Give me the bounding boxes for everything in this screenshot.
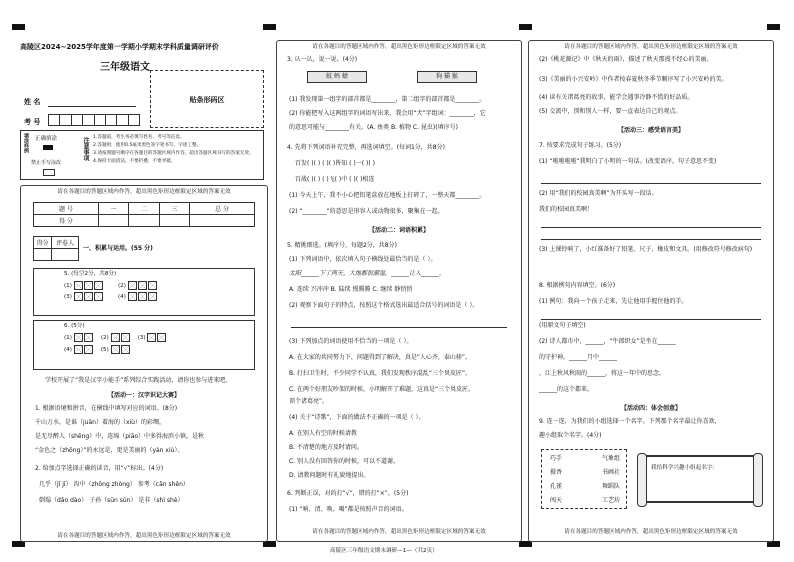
notice-item: 3.请按照题号顺序在各题目的答题区域内作答，超出答题区域书写的答案无效。 [93, 151, 254, 156]
question-line: “金色之（zhōng）”的永远是，更是美丽的（yàn xiù）。 [35, 447, 184, 454]
activity-1-title: 【活动一：汉字识记大赛】 [107, 392, 180, 399]
q5-row: (1) (2) [64, 281, 158, 292]
question-line: 顶个诸葛亮”。 [289, 398, 329, 405]
question-line: 4. 先将下列词语补充完整，再选词填空。(每词1分，共8分) [287, 144, 445, 151]
group-option[interactable]: 舞蹈队 [601, 483, 620, 490]
question-line: 几乎（jǐ jī） 沟中（zhōng zhòng） 参考（cān shēn） [39, 481, 189, 488]
scroll-icon [637, 453, 647, 507]
question-line: D. 请教问题时有礼貌地提出。 [289, 472, 370, 479]
name-option[interactable]: 摄香 [550, 469, 563, 476]
question-line: 1. 根据语境和拼音，在横线中填写对应的词语。(8分) [35, 405, 178, 412]
question-line: (2) 诗人都市中，______，“牛郎织女”是坐在______ [539, 338, 676, 345]
q5-label: 5. (每空2分，共8分) [64, 271, 117, 277]
answer-column-3 [528, 40, 774, 542]
question-line: (2) 用“我们的校园真美啊”为开头写一段话。 [539, 190, 658, 197]
question-line: 9. 连一连，为我们的小组选择一个名字。下列那个名字最让你喜欢， [539, 418, 721, 425]
col1-intro: 学校开展了“我是汉字小能手”系列综合实践活动，请你也参与进来吧。 [45, 377, 232, 384]
q6-label: 6. (5分) [64, 323, 85, 329]
question-line: C. 别人没有回答你的时候，可以不道谢。 [289, 458, 400, 465]
question-line: 3. 认一认，说一说。(4分) [287, 56, 358, 63]
score-table [33, 202, 255, 227]
page-footer: 高陵区三年级语文期末调研—1—（共2页） [330, 548, 438, 554]
registration-mark [519, 24, 532, 30]
score-header: 一 [98, 203, 128, 215]
score-header: 总 分 [190, 203, 255, 215]
fill-correct-sample [43, 145, 53, 150]
q6-row: (1) (2) (3) [64, 332, 167, 344]
question-line: 倒塌（dǎo dào） 子孙（sūn sùn） 是非（shì shè） [39, 497, 184, 504]
name-list-right [602, 452, 620, 508]
name-option[interactable]: 孔雀 [550, 483, 563, 490]
answer-warning: 请在各题目的答题区域内作答，超出黑色矩形边框限定区域的答案无效 [57, 189, 231, 195]
scorer-header: 得分 [34, 237, 52, 249]
question-line: (4) 关于“诗歌”，下面的做法不正确的一项是（ ）。 [289, 414, 425, 421]
question-line: (1) 今天上午，我不小心把铅笔盒放在地板上打碎了，一整天都________。 [289, 192, 486, 199]
word-card-right: 狗 猫 猴 [417, 71, 477, 83]
question-line: (3) 下列加点的词语使用不恰当的一项是（ ）。 [289, 338, 413, 345]
scorer-header: 评卷人 [52, 237, 79, 249]
barcode-area [150, 70, 264, 128]
q6-row: (4) (5) [64, 344, 167, 356]
id-label: 考 号 [24, 118, 41, 126]
question-line: (1) “啦啦啦啦”我明白了小明的一句话。(改变语序，句子意思不变) [539, 158, 717, 165]
q5-grid [64, 281, 158, 303]
question-line: (4) 读有关诸葛亮的故事，能学会遇事冷静不慌的好品质。 [539, 94, 694, 101]
answer-line[interactable] [541, 227, 761, 228]
scorer-cell[interactable] [52, 249, 79, 261]
question-line: 7. 按要求完成句子练习。(5分) [539, 142, 622, 149]
notice-item: 4.保持卡面清洁，不要折叠、不要弄破。 [93, 159, 176, 164]
question-line: (1) 我发现第一组字的部首都是________，第二组字的部首都是________。 [289, 96, 486, 103]
question-line: 2. 给加点字选择正确的读音，用“√”标出。(4分) [35, 465, 164, 472]
answer-warning: 请在各题目的答题区域内作答，超出黑色矩形边框限定区域的答案无效 [57, 533, 231, 539]
question-line: 8. 根据例句内容填空。(6分) [539, 282, 616, 289]
q6-answer-box [33, 320, 255, 370]
question-line: (2) 观察下面句子的特点，按照这个格式选出最适合括号的词语是（ ）。 [289, 302, 479, 309]
question-line: ______的这个都来。 [539, 386, 594, 393]
question-line: (1) “响、清、唤、喝”都是按照声音的词语。 [289, 506, 408, 513]
notice-list [93, 134, 263, 166]
score-cell[interactable] [129, 215, 159, 227]
answer-warning: 请在各题目的答题区域内作答，超出黑色矩形边框限定区域的答案无效 [564, 44, 738, 50]
question-line: (2) “________”的意思是形容人或动物很多，聚集在一起。 [289, 208, 444, 215]
question-line: B. 不清楚的地方及时请问。 [289, 444, 363, 451]
name-matching-area [541, 449, 627, 509]
blank-line [291, 327, 507, 328]
question-line: (3)《美丽的小兴安岭》中作者按春夏秋冬季节顺序写了小兴安岭的美。 [539, 76, 728, 83]
question-line: (2)《桃花源记》中《秋天的雨》，描述了秋天那漫不经心的美丽。 [539, 56, 713, 63]
score-cell[interactable] [190, 215, 255, 227]
question-line: (3) 上课铃响了，小红准备好了铅笔、尺子、橡皮和文具。(用修改符号修改病句) [539, 246, 753, 253]
name-list-left [550, 452, 562, 508]
group-option[interactable]: 工艺坊 [601, 497, 620, 504]
q6-grid [64, 332, 167, 356]
answer-warning: 请在各题目的答题区域内作答，超出黑色矩形边框限定区域的答案无效 [564, 529, 738, 535]
question-line: ，江上秋风秋雨的______，将这一年中的思念， [539, 370, 666, 377]
scroll-answer-box[interactable] [641, 455, 759, 503]
name-option[interactable]: 闯天 [550, 497, 563, 504]
question-line: 是无尽醉人（shēng）中，连绵（piāo）中多得海滨小镇，是秋 [35, 433, 205, 440]
notice-item: 1.答题前，考生务必填写姓名、考号等信息。 [93, 135, 185, 140]
question-line: (2) 你能把写入这两组字的词语写出来，我会用“犬”字组词：________，它 [289, 110, 486, 117]
q5-answer-box [33, 268, 255, 316]
fill-sample-label: 填涂样例 [23, 133, 29, 153]
part1-title: 一、积累与运用。(55 分) [83, 245, 153, 252]
score-header: 二 [129, 203, 159, 215]
name-field[interactable] [48, 106, 136, 107]
exam-title: 高陵区2024~2025学年度第一学期小学期末学科质量调研评价 [20, 43, 219, 51]
answer-column-2 [276, 40, 522, 542]
name-label: 姓 名 [24, 98, 41, 106]
answer-column-1 [20, 185, 268, 542]
answer-line[interactable] [541, 239, 761, 240]
scorer-cell[interactable] [34, 249, 52, 261]
question-line: 千山万水，是谁（juān）着海的（xiù）的彩绸， [35, 419, 165, 426]
group-option[interactable]: 书画社 [601, 469, 620, 476]
question-line: 6. 判断正误，对的打“√”，错的打“×”。(5分) [287, 490, 409, 497]
forbid-sample [43, 169, 55, 176]
activity-4-title: 【活动四：体会创意】 [620, 405, 681, 412]
question-line: (5) 交流中，别和别人一样，要一直表达自己的观点。 [539, 108, 682, 115]
question-line: A. 在别人有空的时候请教 [289, 430, 357, 437]
question-line: 的意思可能与________有关。(A. 鱼类 B. 植物 C. 昆虫)(填序号) [289, 124, 458, 131]
notice-title: 注意事项 [82, 137, 89, 161]
id-field[interactable] [48, 114, 140, 126]
question-line: 百发( )( ) ( )( )皆知 ( )一( )( ) [295, 160, 375, 167]
question-line: (1) 下列词语中，依次填入句子横线处最恰当的是（ ）。 [289, 256, 437, 263]
question-line: (1) 例句：我向一个孩子走来，先让他用手握住他的手。 [539, 298, 688, 305]
registration-mark [12, 24, 25, 30]
question-line: C. 在两个好朋友吵架的时候，小明解开了难题，这真是“三个臭皮匠， [289, 386, 475, 393]
question-line: 太阳______下了两天，大地都很潮湿，______让人______。 [289, 270, 446, 277]
forbid-label: 禁止手写涂改 [31, 160, 62, 166]
fill-instructions [20, 130, 264, 180]
question-line: 百战( )( ) ( )飞( )中 ( )( )相连 [295, 176, 375, 183]
registration-mark [263, 24, 276, 30]
score-cell[interactable] [159, 215, 189, 227]
scroll-icon [753, 453, 763, 507]
answer-line[interactable] [541, 183, 761, 184]
group-option[interactable]: 气象组 [601, 455, 620, 462]
q5-row: (3) (4) [64, 292, 158, 303]
question-line: 的守护神。______月中______ [539, 354, 618, 361]
score-row-label: 得 分 [34, 215, 99, 227]
activity-2-title: 【活动二：词语积累】 [368, 227, 429, 234]
score-header: 题 号 [34, 203, 99, 215]
fill-correct-label: 正确填涂 [35, 136, 58, 142]
barcode-label: 贴条形码区 [189, 96, 225, 104]
word-card-left: 蚊 蚂 蜻 [307, 71, 367, 83]
answer-line[interactable] [541, 319, 761, 320]
name-option[interactable]: 巧手 [550, 455, 563, 462]
registration-mark [767, 24, 780, 30]
notice-item: 2.答题时，使用0.5毫米黑色签字笔书写，字迹工整。 [93, 143, 202, 148]
answer-warning: 请在各题目的答题区域内作答，超出黑色矩形边框限定区域的答案无效 [312, 44, 486, 50]
answer-warning: 请在各题目的答题区域内作答，超出黑色矩形边框限定区域的答案无效 [312, 529, 486, 535]
question-line: 5. 精挑细选。(填序号，每题2分，共8分) [287, 242, 397, 249]
question-line: 我们的校园真美啊！ [539, 206, 594, 213]
score-header: 三 [159, 203, 189, 215]
question-line: A. 连续 兴冲冲 B. 陆续 慢腾腾 C. 继续 静悄悄 [289, 286, 413, 293]
question-line: (用原文句子填空) [539, 322, 586, 329]
scorer-table [33, 236, 79, 261]
activity-3-title: 【活动三：感受语言美】 [617, 127, 684, 134]
scroll-prompt: 我给科学兴趣小组起名字： [651, 465, 719, 471]
question-line: 趣小组取个名字。(4分) [539, 432, 602, 439]
question-line: A. 在大家的共同努力下，问题得到了解决，真是“人心齐，泰山移”。 [289, 354, 472, 361]
subject-title: 三年级语文 [100, 62, 150, 73]
question-line: B. 打扫卫生时，不少同学不认真，我们发现秩序混乱“三个臭皮匠”。 [289, 370, 472, 377]
score-cell[interactable] [98, 215, 128, 227]
